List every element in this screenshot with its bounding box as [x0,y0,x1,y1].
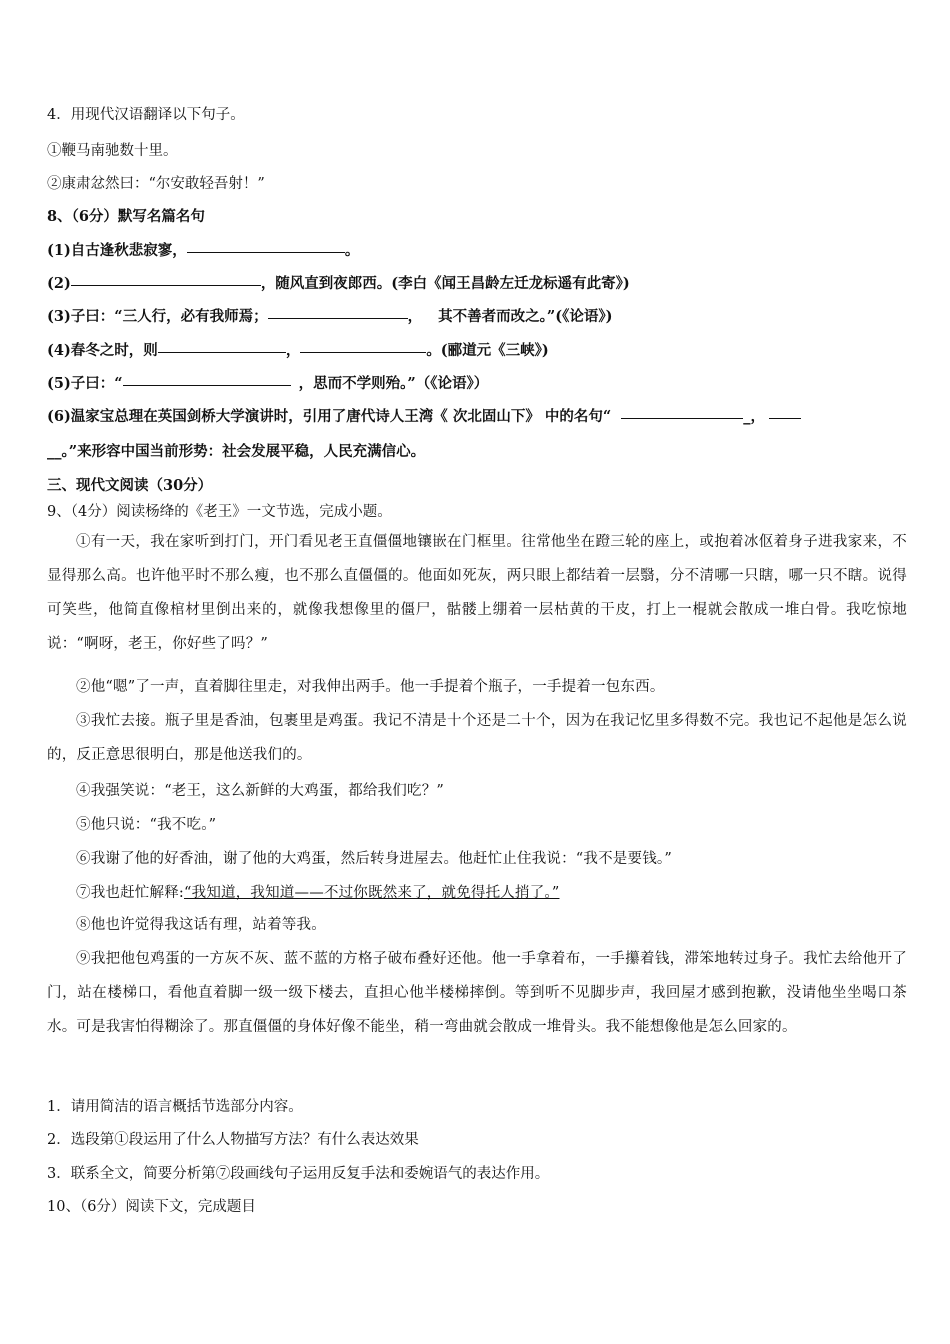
q8-p3-suffix: 其不善者而改之。”(《论语》) [438,308,613,325]
q8-blank-6b[interactable] [769,417,801,419]
q9-paragraph-4: ④我强笑说：“老王，这么新鲜的大鸡蛋，都给我们吃？” [76,783,445,799]
q8-p4-prefix: (4)春冬之时，则 [47,342,158,359]
q8-blank-1[interactable] [187,251,345,253]
q8-item-4 [47,339,549,360]
q4-item-2: ②康肃忿然曰：“尔安敢轻吾射！” [47,176,265,192]
q8-p6-prefix: (6)温家宝总理在英国剑桥大学演讲时，引用了唐代诗人王湾《 次北固山下》 中的名句“ [47,408,612,425]
q8-blank-3[interactable] [268,317,408,319]
q8-header [47,205,205,226]
q8-blank-2[interactable] [71,284,261,286]
q8-p5-prefix: (5)子曰：“ [47,375,123,392]
q9-paragraph-2: ②他“嗯”了一声，直着脚往里走，对我伸出两手。他一手提着个瓶子，一手提着一包东西。 [76,679,665,695]
q9-header: 9、（4分）阅读杨绛的《老王》一文节选，完成小题。 [47,504,392,520]
q8-item-6-cont [47,440,425,461]
q9-paragraph-3: ③我忙去接。瓶子里是香油，包裹里是鸡蛋。我记不清是十个还是二十个，因为在我记忆里多得数不完。我也记不起他是怎么说的，反正意思很明白，那是他送我们的。 [47,713,907,763]
q8-blank-6a[interactable] [621,417,743,419]
q8-item-1 [47,239,359,260]
q8-item-5 [47,372,488,393]
q9-question-3: 3．联系全文，简要分析第⑦段画线句子运用反复手法和委婉语气的表达作用。 [47,1166,550,1182]
q8-header-text: 8、（6分）默写名篇名句 [47,208,205,225]
q8-p4-suffix: 。(郦道元《三峡》) [426,342,549,359]
q8-item-6 [47,405,801,426]
q8-p1-suffix: 。 [344,242,360,259]
q9-paragraph-6: ⑥我谢了他的好香油，谢了他的大鸡蛋，然后转身进屋去。他赶忙止住我说：“我不是要钱。” [76,851,672,867]
q8-p6-suffix: __。”来形容中国当前形势：社会发展平稳，人民充满信心。 [47,443,426,460]
q9-paragraph-7 [47,876,907,910]
q8-p2-prefix: (2) [47,275,71,292]
q9-paragraph-5: ⑤他只说：“我不吃。” [76,817,217,833]
q4-item-1: ①鞭马南驰数十里。 [47,143,178,159]
q9-question-1: 1．请用简洁的语言概括节选部分内容。 [47,1099,303,1115]
q8-p4-comma: ， [285,342,301,359]
q8-item-2 [47,272,630,293]
q9-paragraph-8: ⑧他也许觉得我这话有理，站着等我。 [76,917,326,933]
q9-question-2: 2．选段第①段运用了什么人物描写方法？有什么表达效果 [47,1132,419,1148]
q8-p2-suffix: ，随风直到夜郎西。(李白《闻王昌龄左迁龙标遥有此寄》) [260,275,630,292]
q9-paragraph-9: ⑨我把他包鸡蛋的一方灰不灰、蓝不蓝的方格子破布叠好还他。他一手拿着布，一手攥着钱，滞笨地转过身子。我忙去给他开了门，站在楼梯口，看他直着脚一级一级下楼去，直担心他半楼梯摔倒。等到听不见脚步声，我回屋才感到抱歉，没请他坐坐喝口茶水。可是我害怕得糊涂了。那直僵僵的身体好像不能坐，稍一弯曲就会散成一堆骨头。我不能想像他是怎么回家的。 [47,951,907,1035]
q9-paragraph-1: ①有一天，我在家听到打门，开门看见老王直僵僵地镶嵌在门框里。往常他坐在蹬三轮的座上，或抱着冰伛着身子进我家来，不显得那么高。也许他平时不那么瘦，也不那么直僵僵的。他面如死灰，两只眼上都结着一层翳，分不清哪一只瞎，哪一只不瞎。说得可笑些，他简直像棺材里倒出来的，就像我想像里的僵尸，骷髅上绷着一层枯黄的干皮，打上一棍就会散成一堆白骨。我吃惊地说：“啊呀，老王，你好些了吗？” [47,534,907,652]
q8-blank-5[interactable] [123,384,291,386]
q8-blank-4b[interactable] [300,351,426,353]
q8-p1-prefix: (1)自古逢秋悲寂寥， [47,242,187,259]
q9-p7-lead: ⑦我也赶忙解释: [76,885,184,901]
q10-header: 10、（6分）阅读下文，完成题目 [47,1199,256,1215]
section-3-title: 三、现代文阅读（30分） [47,477,213,494]
q8-p5-suffix: ，思而不学则殆。”（《论语》） [298,375,489,392]
q8-blank-4a[interactable] [158,351,286,353]
q4-title: 4．用现代汉语翻译以下句子。 [47,107,245,123]
q8-item-3 [47,305,612,326]
q8-p3-comma: ， [407,308,423,325]
q9-p7-underlined: “我知道，我知道——不过你既然来了，就免得托人捎了。” [184,885,560,901]
q8-p6-mid: _， [743,408,765,425]
q8-p3-prefix: (3)子曰：“三人行，必有我师焉； [47,308,268,325]
